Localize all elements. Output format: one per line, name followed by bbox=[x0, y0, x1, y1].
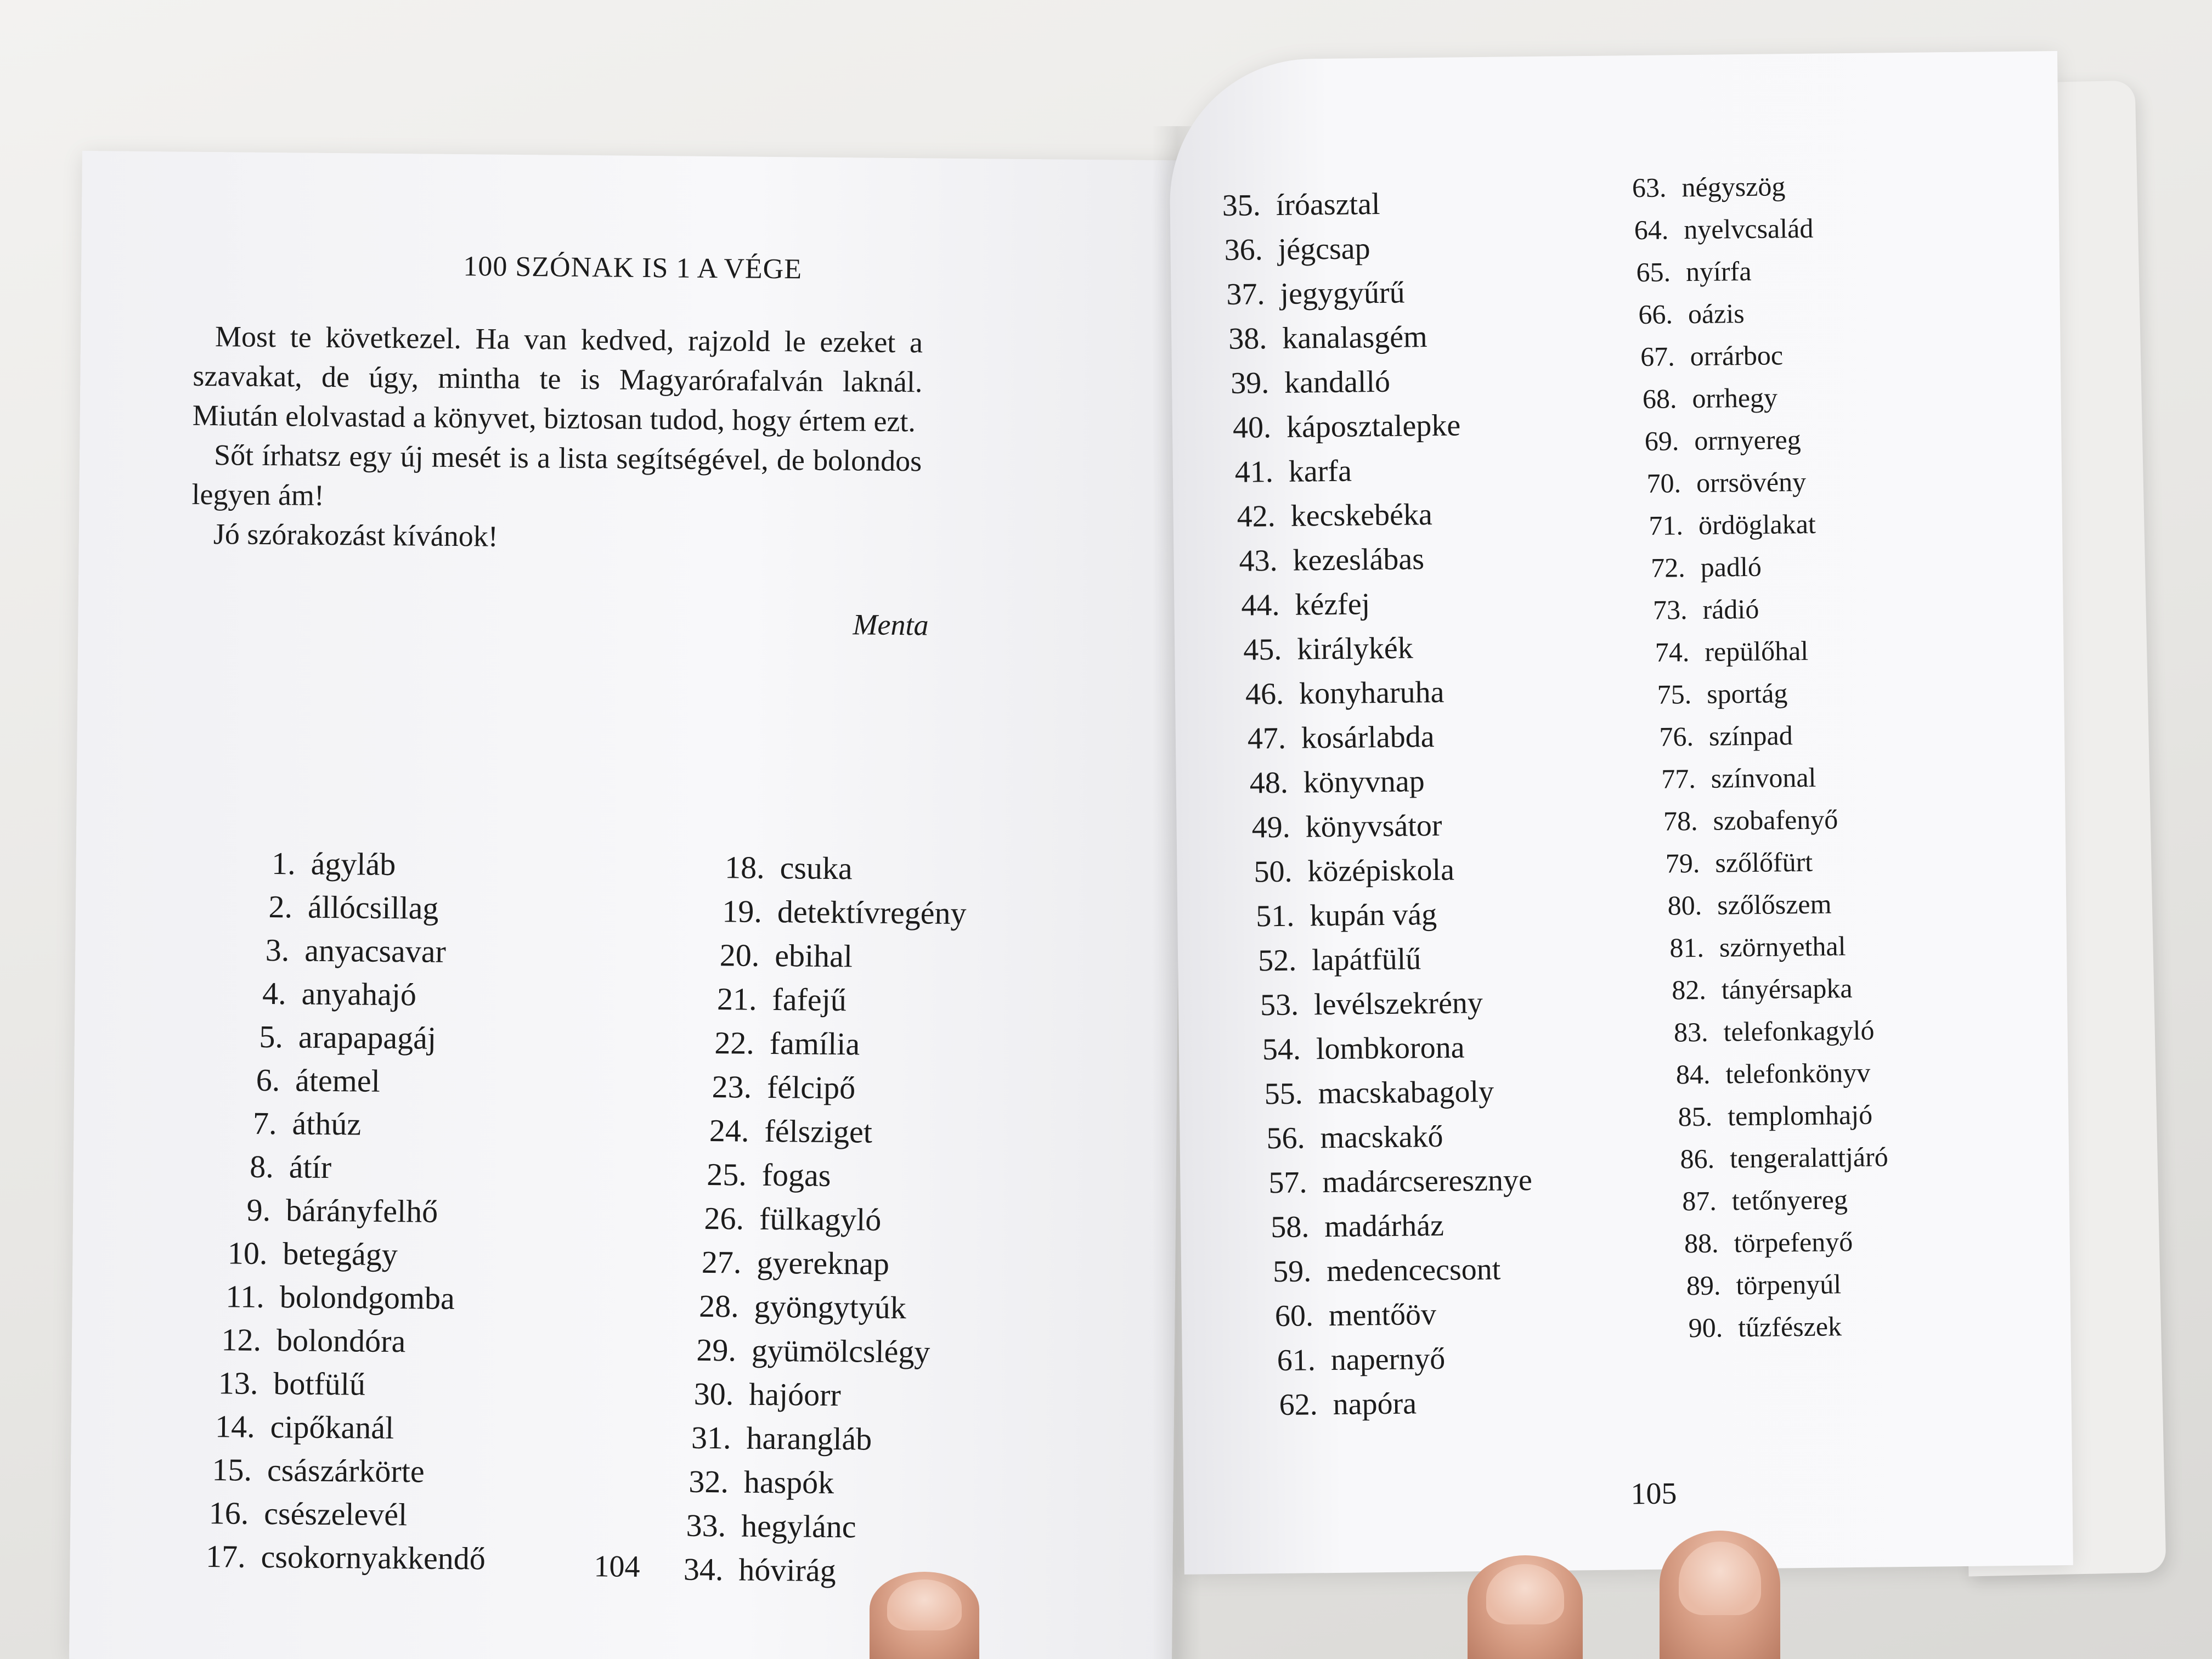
list-item bbox=[1621, 417, 1801, 464]
list-item-number: 44. bbox=[1241, 588, 1280, 623]
list-item-number: 8. bbox=[250, 1148, 274, 1185]
list-item-word: nyírfa bbox=[1685, 255, 1752, 287]
list-item-word: lombkorona bbox=[1316, 1030, 1465, 1066]
list-item-word: színpad bbox=[1708, 720, 1793, 752]
list-item-word: tengeralattjáró bbox=[1729, 1141, 1889, 1174]
list-item bbox=[1632, 628, 1809, 675]
list-item bbox=[689, 1064, 856, 1111]
list-item-word: tűzfészek bbox=[1737, 1311, 1842, 1343]
list-item bbox=[1260, 1381, 1417, 1427]
list-item bbox=[1241, 980, 1483, 1028]
list-item-number: 28. bbox=[698, 1288, 739, 1324]
list-item-word: fafejű bbox=[772, 981, 847, 1018]
list-item-number: 21. bbox=[716, 981, 757, 1017]
list-item-number: 12. bbox=[221, 1322, 262, 1358]
list-item-number: 50. bbox=[1254, 854, 1293, 889]
list-item-word: bolondóra bbox=[276, 1322, 406, 1359]
list-item bbox=[1234, 848, 1454, 895]
list-item-number: 61. bbox=[1277, 1343, 1316, 1378]
list-item-number: 24. bbox=[709, 1113, 749, 1149]
list-item-word: kanalasgém bbox=[1282, 320, 1427, 356]
list-item-number: 33. bbox=[686, 1507, 726, 1544]
right-page bbox=[1169, 51, 2073, 1575]
list-item-number: 81. bbox=[1669, 932, 1705, 963]
list-item bbox=[204, 1274, 455, 1321]
list-item bbox=[683, 1152, 831, 1198]
list-item bbox=[201, 1317, 406, 1364]
list-item-number: 20. bbox=[719, 937, 760, 973]
list-item bbox=[1203, 182, 1380, 228]
list-item bbox=[1613, 249, 1752, 295]
list-item-word: macskabagoly bbox=[1318, 1074, 1494, 1111]
list-item bbox=[1648, 966, 1853, 1013]
list-item bbox=[686, 1108, 872, 1155]
list-item-number: 17. bbox=[205, 1538, 246, 1575]
list-item-number: 13. bbox=[218, 1365, 258, 1401]
list-item bbox=[1243, 1025, 1464, 1072]
word-list-column bbox=[683, 845, 1152, 1617]
list-item-number: 5. bbox=[259, 1018, 284, 1055]
list-item-word: gyöngytyúk bbox=[754, 1288, 907, 1326]
list-item-word: orrhegy bbox=[1692, 382, 1778, 414]
list-item-number: 58. bbox=[1270, 1210, 1310, 1245]
list-item-word: átemel bbox=[295, 1062, 381, 1099]
list-item-number: 51. bbox=[1256, 899, 1295, 934]
list-item bbox=[1658, 1177, 1848, 1224]
list-item-word: ördöglakat bbox=[1698, 508, 1816, 540]
list-item-word: rádió bbox=[1702, 593, 1759, 625]
list-item bbox=[1611, 206, 1814, 253]
list-item-word: betegágy bbox=[283, 1235, 398, 1273]
list-item-word: átír bbox=[289, 1149, 332, 1186]
word-list-column bbox=[1609, 161, 2039, 1482]
list-item bbox=[1655, 1092, 1873, 1139]
list-item-word: napóra bbox=[1333, 1386, 1417, 1421]
list-item-number: 59. bbox=[1272, 1254, 1312, 1289]
list-item-word: medencecsont bbox=[1326, 1252, 1501, 1289]
list-item-number: 30. bbox=[693, 1375, 734, 1412]
thumb bbox=[1660, 1531, 1780, 1659]
list-item-word: kezeslábas bbox=[1293, 542, 1425, 578]
list-item bbox=[1636, 713, 1793, 759]
list-item bbox=[1256, 1292, 1437, 1339]
list-item-word: botfülű bbox=[273, 1365, 366, 1402]
list-item-word: konyharuha bbox=[1299, 675, 1444, 711]
list-item bbox=[1661, 1219, 1853, 1266]
list-item-number: 27. bbox=[701, 1244, 742, 1280]
list-item-number: 37. bbox=[1226, 277, 1265, 312]
list-item-number: 2. bbox=[268, 889, 293, 925]
list-item-word: gyümölcslégy bbox=[751, 1332, 930, 1370]
list-item-word: káposztalepke bbox=[1286, 408, 1461, 444]
list-item bbox=[1625, 501, 1816, 549]
list-item bbox=[1609, 163, 1786, 210]
list-item-number: 7. bbox=[252, 1105, 277, 1142]
list-item-word: bárányfelhő bbox=[285, 1192, 438, 1229]
list-item-word: színvonal bbox=[1711, 761, 1816, 794]
list-item-number: 60. bbox=[1274, 1299, 1314, 1334]
list-item-number: 43. bbox=[1239, 543, 1278, 578]
list-item bbox=[1254, 1247, 1501, 1295]
list-item-word: lapátfülű bbox=[1311, 942, 1421, 978]
list-item-word: padló bbox=[1700, 551, 1762, 583]
list-item-number: 62. bbox=[1279, 1387, 1318, 1423]
list-item-word: állócsillag bbox=[307, 889, 439, 926]
list-item-number: 23. bbox=[712, 1069, 752, 1105]
list-item-number: 36. bbox=[1224, 233, 1263, 267]
list-item-number: 25. bbox=[706, 1156, 747, 1193]
list-item bbox=[665, 1459, 834, 1505]
list-item-number: 9. bbox=[246, 1192, 271, 1228]
list-item bbox=[1247, 1114, 1443, 1161]
list-item-number: 72. bbox=[1650, 552, 1686, 583]
list-item-word: madárház bbox=[1324, 1208, 1444, 1244]
list-item-number: 31. bbox=[691, 1419, 731, 1456]
list-item-number: 10. bbox=[227, 1235, 268, 1272]
list-item-number: 75. bbox=[1657, 679, 1692, 710]
list-item-word: törpenyúl bbox=[1736, 1268, 1842, 1301]
list-item-word: kosárlabda bbox=[1301, 719, 1435, 755]
list-item-number: 55. bbox=[1264, 1076, 1304, 1111]
list-item-number: 89. bbox=[1686, 1269, 1721, 1301]
list-item bbox=[663, 1503, 856, 1549]
list-item bbox=[207, 1231, 398, 1277]
list-item bbox=[1629, 586, 1759, 633]
list-item-word: középiskola bbox=[1307, 853, 1455, 889]
list-item bbox=[696, 933, 853, 979]
list-item bbox=[1249, 1158, 1532, 1205]
list-item bbox=[191, 1447, 425, 1494]
list-item bbox=[701, 845, 853, 891]
list-item bbox=[1652, 1050, 1871, 1097]
list-item-word: gyereknap bbox=[757, 1244, 890, 1282]
list-item-word: királykék bbox=[1296, 631, 1414, 667]
list-item-word: ágyláb bbox=[311, 845, 396, 883]
list-item-number: 32. bbox=[689, 1463, 729, 1500]
list-item-word: haspók bbox=[743, 1464, 834, 1501]
list-item-number: 6. bbox=[256, 1062, 280, 1098]
list-item-number: 76. bbox=[1659, 721, 1694, 752]
list-item-number: 54. bbox=[1262, 1032, 1301, 1067]
list-item bbox=[693, 977, 847, 1023]
list-item bbox=[673, 1327, 930, 1374]
list-item-number: 49. bbox=[1251, 810, 1290, 845]
list-item bbox=[1251, 1203, 1444, 1250]
list-item bbox=[1650, 1008, 1875, 1055]
list-item-word: orrsövény bbox=[1696, 466, 1807, 498]
list-item-number: 34. bbox=[683, 1551, 724, 1588]
list-item-word: jégcsap bbox=[1278, 232, 1370, 267]
list-item bbox=[1245, 1069, 1494, 1117]
author-signature: Menta bbox=[853, 608, 929, 642]
list-item-number: 82. bbox=[1672, 974, 1707, 1006]
list-item-word: repülőhal bbox=[1705, 635, 1809, 667]
list-item-number: 67. bbox=[1640, 341, 1675, 373]
list-item-number: 45. bbox=[1243, 632, 1282, 667]
list-item-word: csuka bbox=[780, 850, 853, 887]
list-item bbox=[1642, 839, 1813, 886]
list-item-number: 88. bbox=[1684, 1227, 1719, 1259]
page-number: 105 bbox=[1630, 1476, 1677, 1511]
list-item-word: mentőöv bbox=[1328, 1297, 1437, 1333]
list-item bbox=[225, 970, 416, 1017]
list-item-word: tetőnyereg bbox=[1731, 1184, 1848, 1216]
list-item-word: cipőkanál bbox=[270, 1409, 394, 1446]
list-item bbox=[1220, 537, 1424, 584]
list-item bbox=[1663, 1261, 1841, 1308]
list-item bbox=[1615, 291, 1745, 337]
list-item bbox=[1217, 492, 1432, 539]
list-item bbox=[668, 1415, 872, 1462]
list-item-number: 70. bbox=[1646, 467, 1681, 499]
list-item bbox=[1214, 403, 1461, 450]
list-item-word: napernyő bbox=[1330, 1341, 1446, 1378]
list-item-word: família bbox=[769, 1025, 860, 1062]
page-title: 100 SZÓNAK IS 1 A VÉGE bbox=[463, 251, 803, 285]
list-item-number: 57. bbox=[1268, 1165, 1307, 1200]
thumb bbox=[870, 1572, 979, 1659]
list-item bbox=[1222, 582, 1370, 628]
list-item bbox=[1232, 803, 1442, 850]
list-item-number: 63. bbox=[1632, 172, 1667, 204]
list-item-word: bolondgomba bbox=[279, 1279, 455, 1317]
page-number: 104 bbox=[594, 1549, 640, 1584]
list-item bbox=[235, 840, 396, 887]
list-item-word: szőlőszem bbox=[1717, 888, 1832, 921]
list-item-word: kupán vág bbox=[1310, 897, 1437, 933]
list-item-word: orrárboc bbox=[1690, 340, 1784, 372]
list-item-word: kecskebéka bbox=[1290, 498, 1433, 533]
list-item-word: könyvnap bbox=[1303, 764, 1425, 800]
list-item bbox=[229, 927, 446, 974]
list-item-word: törpefenyő bbox=[1734, 1226, 1853, 1259]
list-item-word: négyszög bbox=[1681, 171, 1786, 203]
list-item bbox=[219, 1057, 380, 1104]
list-item-word: félsziget bbox=[764, 1113, 873, 1150]
left-page bbox=[69, 151, 1185, 1659]
list-item-word: orrnyereg bbox=[1694, 424, 1801, 456]
list-item-number: 77. bbox=[1661, 763, 1696, 794]
list-item-number: 83. bbox=[1673, 1016, 1708, 1048]
list-item-number: 41. bbox=[1234, 455, 1274, 489]
list-item bbox=[185, 1534, 486, 1582]
word-list-column bbox=[1203, 179, 1633, 1500]
list-item-number: 56. bbox=[1266, 1121, 1305, 1156]
list-item-number: 47. bbox=[1247, 721, 1286, 756]
list-item-number: 87. bbox=[1682, 1185, 1717, 1217]
list-item bbox=[1224, 625, 1413, 673]
list-item-word: ebihal bbox=[774, 938, 853, 974]
list-item-word: félcipő bbox=[766, 1069, 856, 1106]
list-item bbox=[678, 1240, 889, 1286]
list-item-word: anyacsavar bbox=[304, 932, 447, 969]
list-item-word: detektívregény bbox=[777, 894, 967, 932]
list-item-number: 22. bbox=[714, 1025, 755, 1061]
list-item-word: anyahajó bbox=[301, 975, 417, 1013]
list-item bbox=[188, 1491, 408, 1537]
list-item bbox=[1239, 936, 1421, 983]
list-item-word: templomhajó bbox=[1727, 1099, 1873, 1132]
list-item-word: telefonkagyló bbox=[1723, 1014, 1875, 1047]
list-item-number: 52. bbox=[1257, 943, 1297, 978]
list-item-word: jegygyűrű bbox=[1280, 275, 1405, 311]
list-item-number: 29. bbox=[696, 1331, 737, 1368]
list-item-word: tányérsapka bbox=[1721, 973, 1853, 1005]
list-item bbox=[1627, 544, 1762, 591]
list-item-word: csokornyakkendő bbox=[261, 1538, 486, 1577]
list-item-number: 66. bbox=[1638, 298, 1673, 330]
list-item bbox=[194, 1404, 394, 1451]
list-item bbox=[1207, 270, 1405, 318]
list-item-word: harangláb bbox=[746, 1420, 872, 1457]
list-item-number: 4. bbox=[262, 975, 286, 1012]
list-item bbox=[1205, 226, 1370, 273]
list-item-number: 40. bbox=[1232, 410, 1272, 445]
list-item-number: 48. bbox=[1249, 765, 1289, 800]
list-item bbox=[1657, 1134, 1889, 1181]
list-item bbox=[1228, 714, 1435, 761]
list-item-number: 46. bbox=[1245, 676, 1284, 712]
thumb bbox=[1468, 1555, 1583, 1659]
list-item-word: kézfej bbox=[1295, 587, 1370, 622]
list-item-word: fogas bbox=[761, 1156, 831, 1193]
list-item bbox=[1237, 892, 1437, 939]
list-item-number: 86. bbox=[1680, 1143, 1715, 1175]
list-item-word: karfa bbox=[1288, 454, 1352, 489]
list-item bbox=[1230, 759, 1425, 806]
list-item-word: macskakő bbox=[1320, 1119, 1443, 1155]
list-item bbox=[213, 1144, 331, 1190]
list-item-number: 73. bbox=[1652, 594, 1688, 625]
list-item-number: 90. bbox=[1688, 1312, 1723, 1344]
list-item-number: 85. bbox=[1678, 1101, 1713, 1132]
intro-paragraph: Jó szórakozást kívánok! bbox=[213, 517, 499, 553]
list-item-number: 65. bbox=[1636, 256, 1671, 288]
list-item-word: hegylánc bbox=[741, 1508, 856, 1545]
list-item bbox=[1646, 923, 1846, 970]
list-item-word: császárkörte bbox=[267, 1452, 425, 1489]
list-item-word: levélszekrény bbox=[1313, 986, 1483, 1022]
list-item-number: 11. bbox=[225, 1278, 265, 1314]
intro-paragraph: Most te következel. Ha van kedved, rajzold le ezeket a szavakat, de úgy, mintha te is Magyarórafalván laknál. Miután elolvastad a könyvet, biztosan tudod, hogy értem ezt. bbox=[192, 320, 923, 438]
list-item-number: 39. bbox=[1230, 366, 1269, 400]
list-item-number: 3. bbox=[265, 932, 290, 968]
list-item bbox=[675, 1284, 906, 1331]
list-item bbox=[1226, 670, 1444, 717]
list-item-number: 16. bbox=[208, 1495, 249, 1531]
list-item-number: 1. bbox=[271, 845, 296, 882]
list-item bbox=[1257, 1336, 1445, 1384]
list-item-word: áthúz bbox=[292, 1105, 362, 1142]
list-item-word: oázis bbox=[1688, 298, 1745, 330]
list-item-number: 69. bbox=[1644, 425, 1679, 456]
list-item-word: csészelevél bbox=[264, 1495, 408, 1533]
list-item-number: 74. bbox=[1655, 636, 1690, 668]
list-item bbox=[1634, 670, 1788, 717]
list-item bbox=[1640, 797, 1838, 844]
list-item-word: könyvsátor bbox=[1305, 808, 1442, 844]
intro-text bbox=[191, 317, 923, 560]
list-item bbox=[223, 1014, 437, 1060]
list-item bbox=[660, 1547, 836, 1593]
list-item-word: hóvirág bbox=[738, 1551, 836, 1589]
list-item bbox=[232, 884, 439, 930]
list-item-word: nyelvcsalád bbox=[1683, 212, 1814, 245]
list-item-number: 15. bbox=[212, 1452, 252, 1488]
list-item-number: 19. bbox=[722, 893, 763, 929]
list-item bbox=[198, 1361, 365, 1407]
list-item-number: 78. bbox=[1663, 805, 1698, 837]
list-item bbox=[1619, 375, 1778, 421]
list-item-number: 64. bbox=[1634, 214, 1669, 246]
list-item-number: 79. bbox=[1665, 847, 1700, 879]
list-item-number: 14. bbox=[215, 1408, 256, 1444]
list-item-word: madárcseresznye bbox=[1322, 1163, 1533, 1200]
list-item-number: 42. bbox=[1237, 499, 1276, 534]
list-item-number: 38. bbox=[1228, 321, 1267, 356]
list-item bbox=[699, 889, 967, 936]
list-item bbox=[1623, 459, 1807, 506]
list-item-number: 26. bbox=[704, 1200, 744, 1237]
list-item bbox=[1211, 359, 1391, 406]
list-item-word: szobafenyő bbox=[1713, 804, 1838, 836]
list-item bbox=[1665, 1304, 1842, 1350]
list-item-number: 80. bbox=[1667, 889, 1702, 921]
word-list-column bbox=[205, 840, 652, 1612]
list-item-number: 35. bbox=[1222, 188, 1261, 223]
list-item-number: 71. bbox=[1649, 510, 1684, 541]
list-item bbox=[670, 1371, 841, 1418]
list-item bbox=[1644, 881, 1832, 928]
list-item bbox=[216, 1101, 361, 1147]
list-item-word: sportág bbox=[1706, 678, 1788, 709]
list-item-word: kandalló bbox=[1284, 364, 1391, 400]
list-item-word: szörnyethal bbox=[1719, 930, 1846, 963]
list-item-word: íróasztal bbox=[1276, 187, 1380, 222]
list-item-word: telefonkönyv bbox=[1725, 1057, 1871, 1090]
list-item bbox=[1215, 449, 1352, 495]
list-item-word: szőlőfürt bbox=[1715, 846, 1813, 878]
list-item-number: 53. bbox=[1260, 988, 1299, 1023]
list-item bbox=[1617, 332, 1783, 379]
list-item bbox=[681, 1196, 882, 1243]
list-item-number: 18. bbox=[724, 849, 765, 885]
list-item-word: arapapagáj bbox=[298, 1019, 437, 1056]
list-item bbox=[1638, 755, 1816, 802]
intro-paragraph: Sőt írhatsz egy új mesét is a lista segítségével, de bolondos legyen ám! bbox=[191, 438, 922, 512]
list-item-word: fülkagyló bbox=[759, 1200, 882, 1238]
list-item-number: 84. bbox=[1675, 1058, 1711, 1090]
list-item bbox=[1209, 314, 1427, 362]
list-item bbox=[691, 1020, 860, 1067]
list-item-word: hajóorr bbox=[748, 1376, 842, 1413]
list-item bbox=[210, 1187, 438, 1234]
list-item-number: 68. bbox=[1642, 383, 1677, 414]
